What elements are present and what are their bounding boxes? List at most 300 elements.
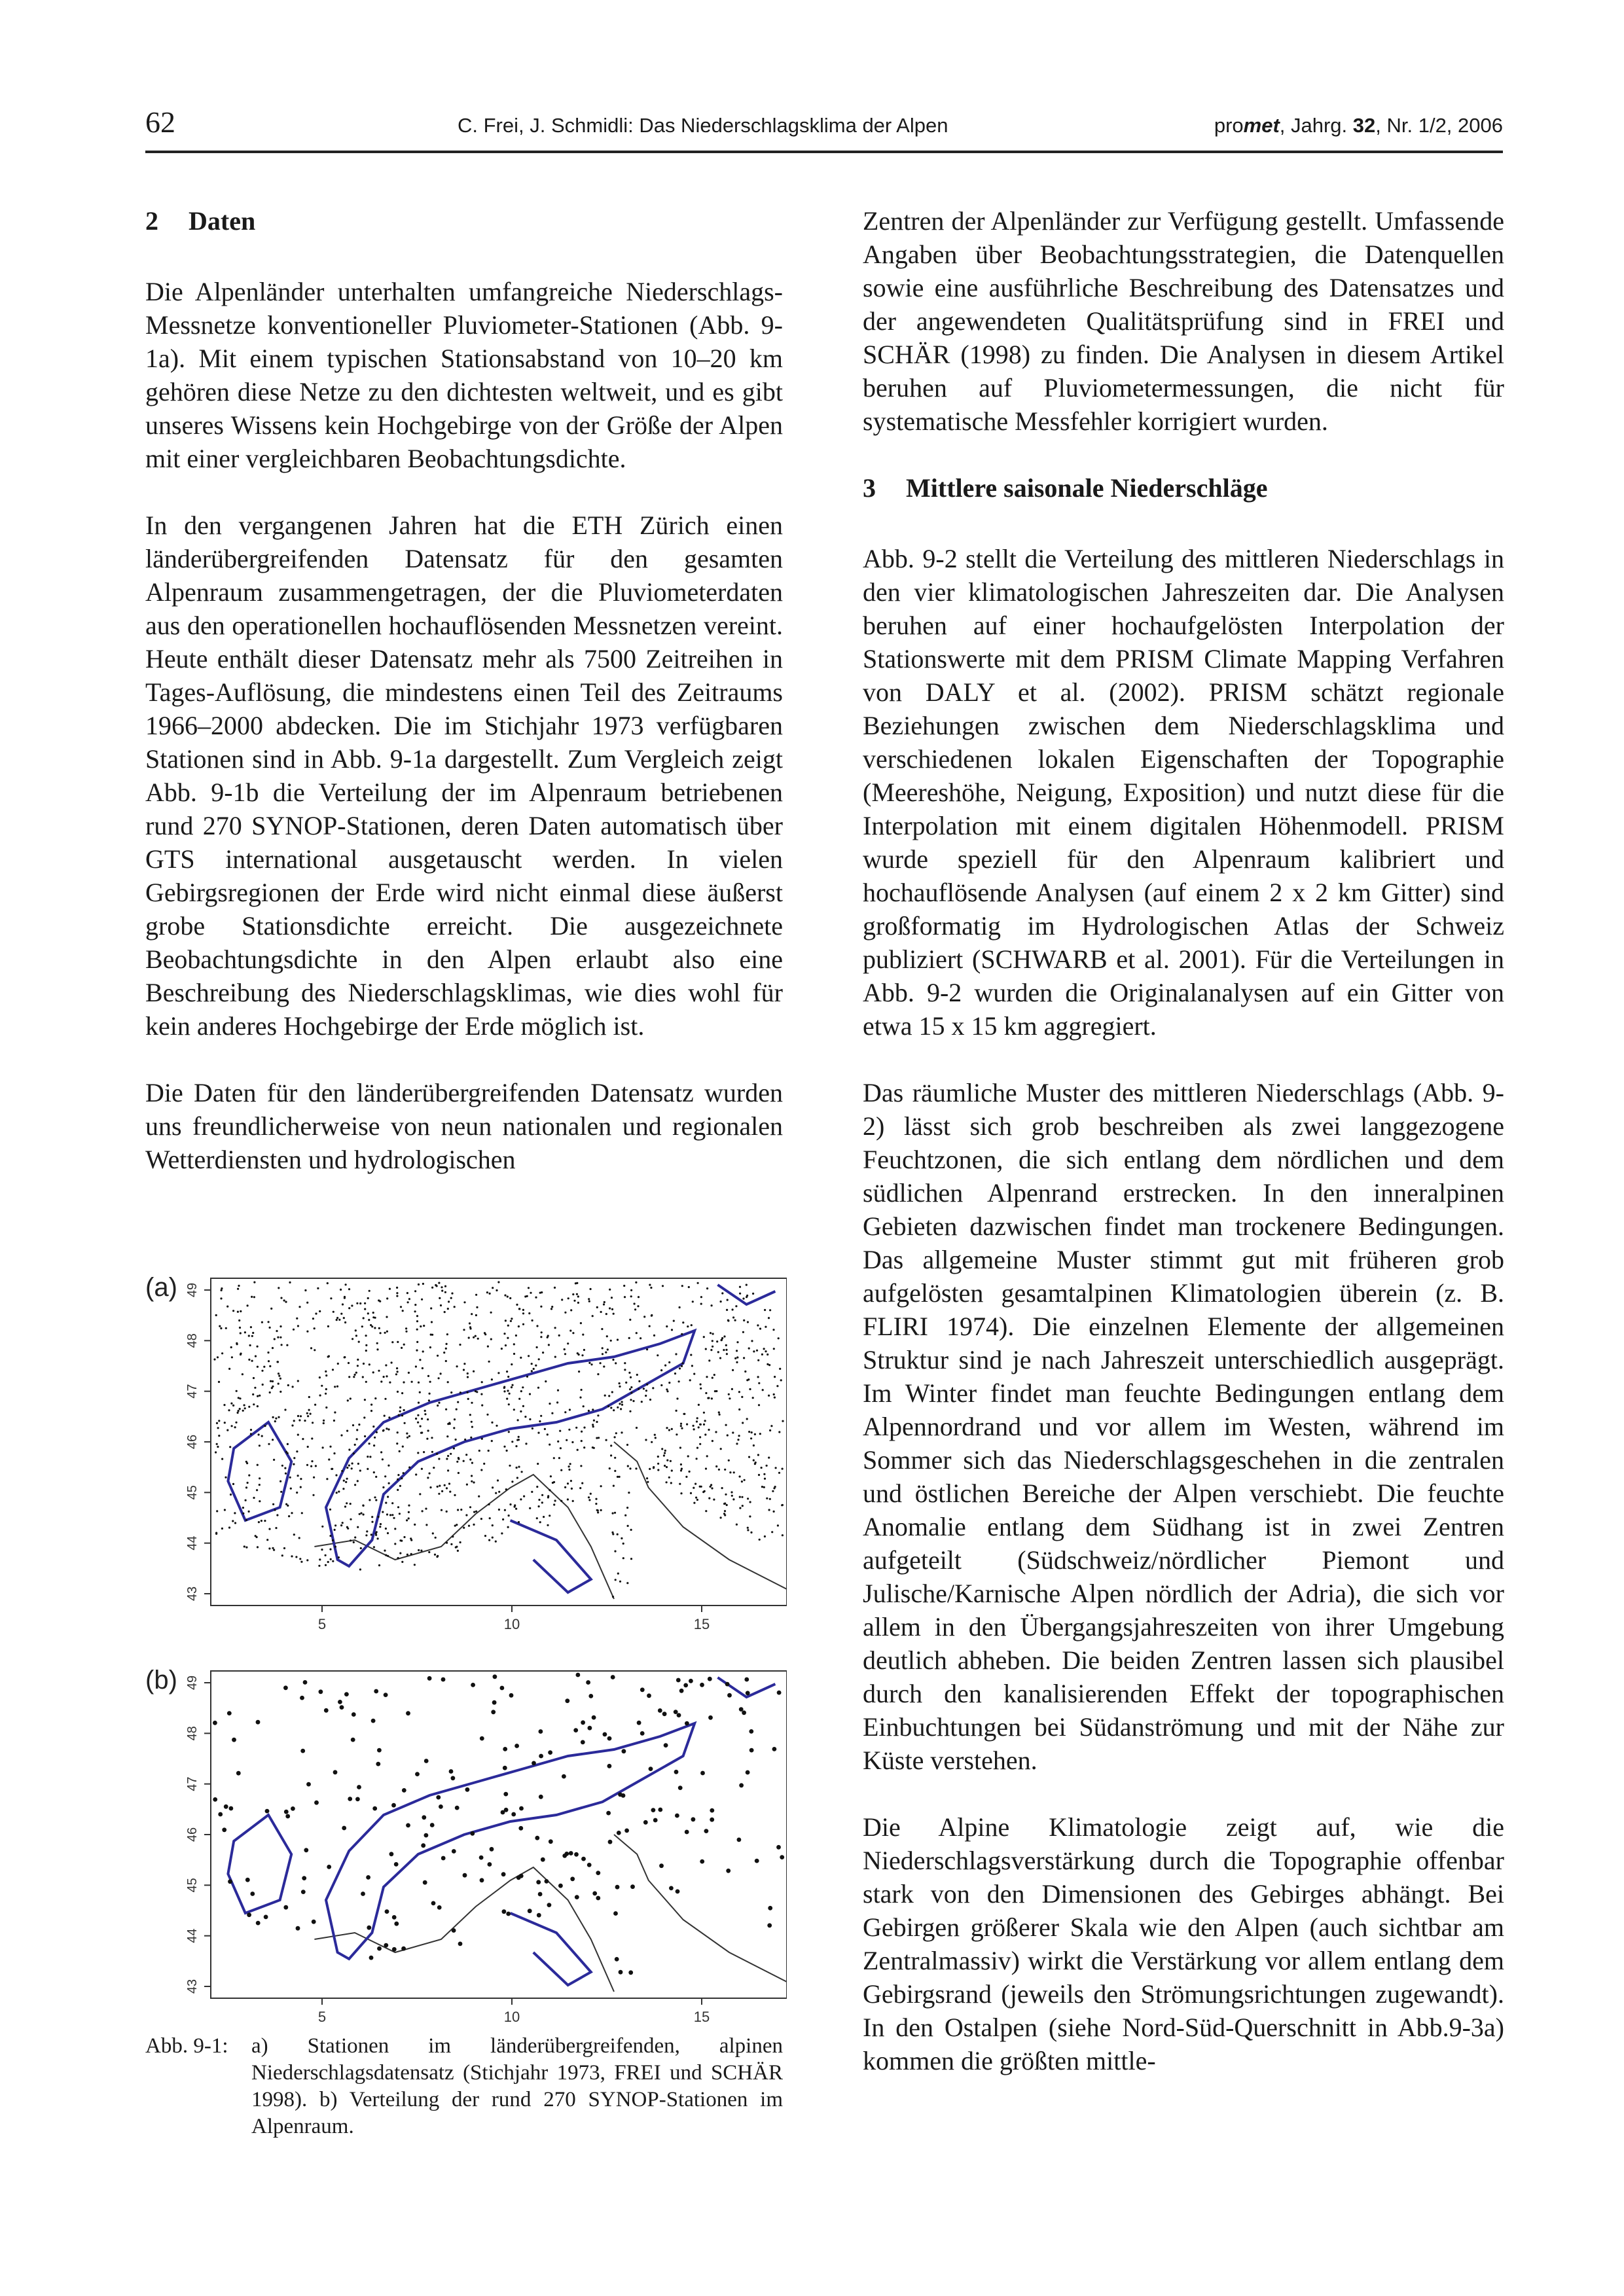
station-dot: [541, 1857, 545, 1862]
station-dot: [453, 1447, 455, 1449]
station-dot: [758, 1382, 760, 1384]
station-dot: [614, 1470, 616, 1472]
station-dot: [245, 1878, 250, 1882]
station-dot: [503, 1333, 505, 1335]
station-dot: [449, 1491, 451, 1493]
station-dot: [503, 1766, 507, 1770]
station-dot: [751, 1340, 753, 1342]
station-dot: [488, 1361, 490, 1363]
station-dot: [250, 1892, 255, 1896]
station-dot: [773, 1393, 775, 1395]
station-dot: [361, 1892, 365, 1896]
station-dot: [705, 1510, 707, 1512]
station-dot: [351, 1738, 355, 1742]
station-dot: [280, 1480, 281, 1482]
station-dot: [364, 1302, 366, 1304]
station-dot: [296, 1492, 298, 1494]
station-dot: [606, 1811, 611, 1816]
station-dot: [716, 1340, 718, 1342]
station-dot: [509, 1693, 514, 1698]
station-dot: [416, 1341, 418, 1343]
station-dot: [600, 1362, 602, 1364]
station-dot: [336, 1319, 338, 1321]
station-dot: [396, 1287, 398, 1289]
station-dot: [232, 1520, 234, 1522]
station-dot: [539, 1729, 543, 1734]
station-dot: [365, 1344, 367, 1346]
station-dot: [356, 1438, 358, 1440]
station-dot: [645, 1395, 647, 1397]
station-dot: [356, 1429, 358, 1431]
paragraph: In den vergangenen Jahren hat die ETH Zürich einen länderübergreifenden Datensatz für den gesamten Alpenraum zusammengetragen, der die Pluviometerdaten aus den operationellen hochauflösenden Messnetzen vereint. Heute enthält dieser Datensatz mehr als 7500 Zeitreihen in Tages-Auflösung, die mindestens einen Teil des Zeitraums 1966–2000 abdecken. Die im Stichjahr 1973 verfügbaren Stationen sind in Abb. 9-1a dargestellt. Zum Vergleich zeigt Abb. 9-1b die Verteilung der im Alpenraum betriebenen rund 270 SYNOP-Stationen, deren Daten automatisch über GTS international ausgetauscht werden. In vielen Gebirgsregionen der Erde wird nicht einmal diese äußerst grobe Stationsdichte erreicht. Die ausgezeichnete Beobachtungsdichte in den Alpen erlaubt also eine Beschreibung des Niederschlagsklimas, wie dies wohl für kein anderes Hochgebirge der Erde möglich ist.: [145, 511, 783, 1041]
station-dot: [511, 1386, 513, 1388]
station-dot: [688, 1286, 690, 1288]
station-dot: [483, 1463, 485, 1465]
station-dot: [572, 1500, 574, 1502]
station-dot: [312, 1920, 316, 1924]
station-dot: [531, 1363, 533, 1365]
station-dot: [627, 1525, 629, 1527]
station-dot: [761, 1486, 763, 1488]
station-dot: [374, 1317, 376, 1319]
y-tick-label: 46: [185, 1827, 200, 1842]
station-dot: [582, 1334, 584, 1336]
station-dot: [292, 1386, 294, 1388]
station-dot: [537, 1913, 541, 1918]
station-dot: [257, 1395, 259, 1397]
station-dot: [696, 1447, 698, 1449]
station-dot: [621, 1401, 623, 1403]
station-dot: [237, 1412, 239, 1414]
station-dot: [270, 1308, 272, 1310]
station-dot: [293, 1463, 295, 1465]
station-dot: [403, 1409, 405, 1411]
station-dot: [331, 1468, 333, 1470]
station-dot: [352, 1424, 354, 1426]
station-dot: [491, 1422, 493, 1424]
station-dot: [325, 1374, 327, 1376]
station-dot: [680, 1425, 682, 1427]
station-dot: [326, 1478, 328, 1480]
station-dot: [531, 1491, 533, 1493]
station-dot: [289, 1477, 291, 1479]
station-dot: [529, 1507, 531, 1509]
station-dot: [615, 1957, 619, 1962]
station-dot: [679, 1483, 681, 1485]
station-dot: [629, 1319, 631, 1321]
station-dot: [537, 1432, 539, 1434]
station-dot: [723, 1513, 725, 1515]
station-dot: [649, 1399, 651, 1401]
station-dot: [680, 1423, 682, 1425]
station-dot: [325, 1388, 327, 1390]
station-dot: [708, 1359, 710, 1361]
station-dot: [741, 1480, 743, 1482]
station-dot: [590, 1493, 592, 1495]
station-dot: [216, 1422, 218, 1424]
station-dot: [564, 1312, 566, 1314]
station-dot: [488, 1450, 490, 1452]
station-dot: [304, 1848, 308, 1852]
station-dot: [426, 1438, 428, 1440]
station-dot: [754, 1463, 756, 1465]
station-dot: [458, 1942, 463, 1946]
station-dot: [274, 1509, 276, 1511]
station-dot: [252, 1393, 254, 1395]
station-dot: [268, 1321, 270, 1323]
station-dot: [325, 1554, 327, 1556]
station-dot: [778, 1472, 780, 1474]
station-dot: [280, 1325, 281, 1327]
station-dot: [225, 1477, 226, 1479]
station-dot: [280, 1378, 281, 1380]
station-dot: [511, 1480, 513, 1482]
station-dot: [284, 1810, 289, 1814]
station-dot: [421, 1468, 423, 1470]
station-dot: [668, 1361, 670, 1363]
station-dot: [532, 1319, 533, 1321]
station-dot: [602, 1347, 604, 1349]
station-dot: [250, 1433, 252, 1435]
station-dot: [446, 1333, 448, 1335]
station-dot: [293, 1420, 295, 1422]
station-dot: [583, 1349, 585, 1351]
station-dot: [547, 1336, 549, 1338]
station-dot: [595, 1503, 597, 1505]
station-dot: [723, 1335, 725, 1337]
station-dot: [422, 1510, 424, 1512]
station-dot: [613, 1313, 615, 1315]
station-dot: [611, 1297, 613, 1299]
station-dot: [238, 1319, 240, 1321]
station-dot: [215, 1533, 217, 1535]
station-dot: [455, 1547, 457, 1549]
station-dot: [431, 1901, 436, 1906]
station-dot: [367, 1297, 369, 1299]
station-dot: [281, 1344, 283, 1346]
station-dot: [486, 1414, 488, 1416]
station-dot: [388, 1416, 390, 1418]
station-dot: [538, 1358, 540, 1360]
station-dot: [588, 1496, 590, 1498]
station-dot: [702, 1491, 704, 1493]
station-dot: [629, 1467, 631, 1469]
station-dot: [681, 1285, 683, 1287]
station-dot: [598, 1437, 600, 1439]
station-dot: [428, 1551, 430, 1553]
station-dot: [264, 1425, 266, 1427]
station-dot: [635, 1282, 637, 1283]
station-dot: [704, 1420, 706, 1422]
station-dot: [406, 1711, 410, 1715]
station-dot: [454, 1494, 456, 1496]
station-dot: [636, 1332, 638, 1334]
station-dot: [693, 1502, 695, 1504]
station-dot: [336, 1386, 338, 1388]
station-dot: [240, 1354, 242, 1355]
station-dot: [350, 1518, 352, 1520]
station-dot: [369, 1443, 370, 1444]
station-dot: [259, 1477, 261, 1479]
station-dot: [727, 1434, 729, 1436]
station-dot: [539, 1292, 541, 1294]
station-dot: [327, 1355, 329, 1357]
station-dot: [418, 1402, 420, 1404]
station-dot: [692, 1300, 694, 1302]
station-dot: [357, 1480, 359, 1482]
station-dot: [230, 1494, 232, 1496]
station-dot: [596, 1421, 598, 1423]
station-dot: [768, 1906, 772, 1910]
station-dot: [689, 1471, 691, 1473]
station-dot: [422, 1815, 426, 1820]
station-dot: [630, 1289, 632, 1291]
station-dot: [236, 1771, 241, 1776]
station-dot: [664, 1365, 666, 1367]
station-dot: [432, 1532, 434, 1534]
station-dot: [728, 1460, 730, 1462]
y-tick-label: 48: [185, 1726, 200, 1741]
station-dot: [446, 1343, 448, 1345]
station-dot: [592, 1408, 594, 1410]
station-dot: [753, 1460, 755, 1462]
station-dot: [422, 1283, 424, 1285]
station-dot: [272, 1347, 274, 1349]
station-dot: [769, 1309, 771, 1311]
station-dot: [431, 1451, 433, 1453]
station-dot: [348, 1464, 350, 1466]
station-dot: [312, 1422, 314, 1424]
station-dot: [720, 1448, 722, 1450]
station-dot: [394, 1862, 399, 1867]
station-dot: [457, 1401, 459, 1403]
station-dot: [278, 1287, 280, 1289]
station-dot: [247, 1482, 249, 1484]
station-dot: [397, 1371, 399, 1372]
station-dot: [230, 1346, 232, 1348]
station-dot: [430, 1307, 432, 1309]
station-dot: [437, 1486, 439, 1488]
station-dot: [649, 1767, 653, 1771]
station-dot: [286, 1344, 288, 1346]
station-dot: [498, 1491, 500, 1493]
station-dot: [425, 1508, 427, 1510]
station-dot: [356, 1302, 358, 1304]
caption-text: a) Stationen im länderübergreifenden, alpinen Niederschlagsdatensatz (Stichjahr 1973, FREI und SCHÄR 1998). b) Verteilung der rund 270 SYNOP-Stationen im Alpenraum.: [251, 2034, 783, 2138]
station-dot: [298, 1306, 300, 1308]
station-dot: [581, 1431, 583, 1433]
station-dot: [469, 1322, 471, 1324]
station-dot: [300, 1696, 304, 1700]
station-dot: [725, 1344, 727, 1346]
station-dot: [733, 1471, 735, 1473]
station-dot: [399, 1407, 401, 1408]
station-dot: [469, 1414, 471, 1416]
station-dot: [537, 1387, 539, 1389]
station-dot: [532, 1427, 533, 1429]
station-dot: [359, 1302, 361, 1304]
station-dot: [607, 1764, 612, 1768]
station-dot: [261, 1520, 262, 1522]
station-dot: [640, 1687, 645, 1692]
station-dot: [519, 1806, 524, 1811]
station-dot: [280, 1297, 282, 1299]
station-dot: [641, 1401, 643, 1403]
station-dot: [588, 1362, 590, 1364]
station-dot: [625, 1382, 627, 1384]
station-dot: [418, 1549, 420, 1551]
station-dot: [439, 1485, 441, 1487]
station-dot: [508, 1431, 510, 1433]
station-dot: [221, 1458, 223, 1460]
station-dot: [503, 1387, 505, 1389]
station-dot: [363, 1416, 365, 1418]
station-dot: [712, 1377, 713, 1379]
station-dot: [509, 1297, 511, 1299]
station-dot: [322, 1446, 324, 1448]
station-dot: [304, 1289, 306, 1291]
station-dot: [395, 1373, 397, 1375]
station-dot: [576, 1293, 578, 1295]
station-dot: [357, 1526, 359, 1528]
station-dot: [481, 1438, 483, 1440]
station-dot: [630, 1376, 632, 1378]
station-dot: [607, 1405, 609, 1407]
station-dot: [393, 1517, 395, 1519]
station-dot: [780, 1379, 782, 1381]
station-dot: [514, 1506, 516, 1508]
station-dot: [680, 1463, 682, 1465]
station-dot: [311, 1437, 313, 1439]
journal-issue: , Nr. 1/2, 2006: [1375, 114, 1503, 137]
station-dot: [291, 1512, 293, 1514]
x-tick-label: 5: [317, 2009, 327, 2025]
page-number: 62: [145, 105, 175, 139]
station-dot: [712, 1440, 713, 1442]
station-dot: [524, 1416, 526, 1418]
station-dot: [528, 1312, 530, 1314]
station-dot: [342, 1488, 344, 1490]
station-dot: [623, 1557, 624, 1559]
station-dot: [429, 1486, 431, 1488]
station-dot: [416, 1320, 418, 1322]
station-dot: [690, 1492, 692, 1494]
station-dot: [369, 1290, 370, 1292]
station-dot: [686, 1424, 688, 1426]
station-dot: [732, 1316, 734, 1318]
station-dot: [345, 1481, 347, 1483]
station-dot: [392, 1947, 397, 1952]
station-dot: [384, 1332, 386, 1334]
station-dot: [346, 1502, 348, 1504]
station-dot: [610, 1407, 612, 1408]
x-tick-label: 15: [693, 1616, 710, 1632]
journal-prefix: pro: [1214, 114, 1244, 137]
station-dot: [224, 1804, 228, 1809]
station-dot: [444, 1311, 446, 1313]
station-dot: [319, 1376, 321, 1378]
station-dot: [569, 1408, 571, 1410]
station-dot: [374, 1327, 376, 1329]
station-dot: [448, 1300, 450, 1302]
station-dot: [382, 1458, 384, 1460]
station-dot: [614, 1551, 616, 1552]
station-dot: [234, 1512, 236, 1514]
station-dot: [695, 1497, 697, 1499]
station-dot: [473, 1336, 475, 1338]
station-dot: [600, 1485, 602, 1487]
station-dot: [721, 1292, 723, 1294]
station-dot: [505, 1344, 507, 1346]
station-dot: [437, 1555, 439, 1557]
station-dot: [456, 1461, 458, 1463]
station-dot: [705, 1467, 707, 1469]
station-dot: [272, 1380, 274, 1382]
station-dot: [221, 1352, 223, 1354]
station-dot: [551, 1306, 553, 1308]
station-dot: [634, 1308, 636, 1310]
station-dot: [448, 1422, 450, 1424]
station-dot: [630, 1295, 632, 1297]
station-dot: [525, 1443, 527, 1444]
station-dot: [604, 1395, 606, 1397]
station-dot: [252, 1332, 254, 1334]
station-dot: [746, 1295, 748, 1297]
station-dot: [658, 1808, 662, 1812]
station-dot: [310, 1347, 312, 1349]
station-dot: [450, 1543, 452, 1545]
station-dot: [579, 1397, 581, 1399]
station-dot: [481, 1405, 483, 1407]
station-dot: [578, 1371, 580, 1372]
station-dot: [306, 1412, 308, 1414]
station-dot: [386, 1297, 388, 1299]
station-dot: [397, 1489, 399, 1491]
station-dot: [325, 1393, 327, 1395]
station-dot: [232, 1738, 236, 1742]
station-dot: [346, 1430, 348, 1432]
station-dot: [705, 1392, 707, 1394]
station-dot: [300, 1478, 302, 1480]
station-dot: [213, 1797, 217, 1802]
station-dot: [685, 1830, 689, 1835]
station-dot: [431, 1321, 433, 1323]
station-dot: [229, 1446, 231, 1448]
station-dot: [558, 1335, 560, 1336]
station-dot: [468, 1336, 470, 1338]
station-dot: [621, 1431, 623, 1433]
station-dot: [592, 1446, 594, 1448]
station-dot: [348, 1362, 350, 1364]
station-dot: [240, 1332, 242, 1334]
station-dot: [488, 1503, 490, 1505]
station-dot: [391, 1361, 393, 1363]
station-dot: [269, 1365, 271, 1367]
y-tick-label: 48: [185, 1333, 200, 1348]
station-dot: [467, 1391, 469, 1393]
station-dot: [675, 1814, 679, 1818]
station-dot: [445, 1360, 447, 1362]
station-dot: [758, 1474, 760, 1476]
station-dot: [407, 1301, 409, 1303]
station-dot: [511, 1441, 513, 1443]
paragraph: Die Alpenländer unterhalten umfangreiche Niederschlags-Messnetze konventioneller Pluviometer-Stationen (Abb. 9-1a). Mit einem typischen Stationsabstand von 10–20 km gehören diese Netze zu den dichtesten weltweit, und es gibt unseres Wissens kein Hochgebirge von der Größe der Alpen mit einer vergleichbaren Beobachtungsdichte.: [145, 277, 783, 473]
station-dot: [478, 1496, 480, 1498]
station-dot: [579, 1487, 581, 1489]
station-dot: [451, 1293, 453, 1295]
station-dot: [774, 1397, 776, 1399]
station-dot: [325, 1564, 327, 1566]
